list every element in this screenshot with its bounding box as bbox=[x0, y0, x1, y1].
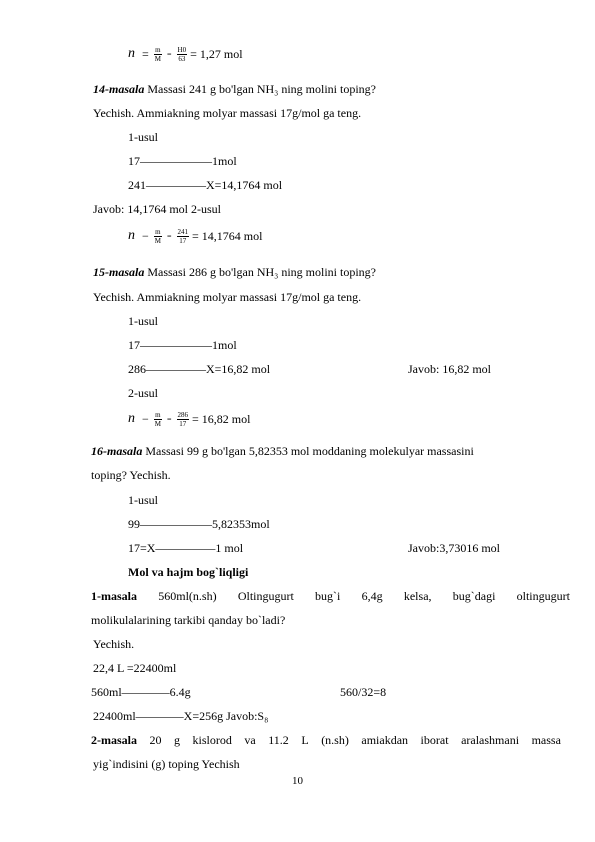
formula-result: = 14,1764 mol bbox=[192, 228, 263, 243]
problem-16-method-1: 1-usul bbox=[128, 493, 158, 507]
formula-variable: n bbox=[128, 46, 135, 61]
masala-1-calc-1: 22,4 L =22400ml bbox=[93, 661, 177, 675]
masala-1-solution-intro: Yechish. bbox=[93, 637, 135, 651]
page-number: 10 bbox=[292, 775, 303, 787]
problem-15-proportion-row-2: 286—————X=16,82 mol bbox=[128, 362, 271, 376]
formula-equals: − bbox=[142, 228, 149, 243]
problem-14-method-1: 1-usul bbox=[128, 130, 158, 144]
formula-fraction-values: $\frac{H0}{63}$ bbox=[177, 45, 187, 63]
masala-1-question: 1-masala 560ml(n.sh) Oltingugurt bug`i 6,4g kelsa, bug`dagi oltingugurt bbox=[91, 589, 570, 603]
problem-14-solution-intro: Yechish. Ammiakning molyar massasi 17g/mol ga teng. bbox=[93, 106, 362, 120]
masala-2-question: 2-masala 20 g kislorod va 11.2 L (n.sh) amiakdan iborat aralashmani massa bbox=[91, 733, 561, 747]
problem-14-question: 14-masala Massasi 241 g bo'lgan NH₃ ning molini toping? bbox=[93, 82, 377, 96]
formula-equals: = bbox=[142, 46, 149, 61]
formula-result: = 16,82 mol bbox=[192, 411, 251, 426]
masala-2-question-cont: yig`indisini (g) toping Yechish bbox=[93, 757, 240, 771]
masala-1-calc-3: 22400ml————X=256g Javob:S₈ bbox=[93, 709, 269, 723]
formula-variable: n bbox=[128, 411, 135, 426]
problem-14-answer: Javob: 14,1764 mol 2-usul bbox=[93, 202, 221, 216]
problem-16-question-cont: toping? Yechish. bbox=[91, 468, 171, 482]
problem-15-method-1: 1-usul bbox=[128, 314, 158, 328]
problem-15-proportion-row-1: 17——————1mol bbox=[128, 338, 237, 352]
formula-fraction-values: $\frac{241}{17}$ bbox=[177, 227, 189, 245]
formula-fraction-m-M: $\frac{m}{M}$ bbox=[154, 410, 162, 428]
problem-16-proportion-row-2: 17=X—————1 mol bbox=[128, 541, 244, 555]
problem-15-solution-intro: Yechish. Ammiakning molyar massasi 17g/mol ga teng. bbox=[93, 290, 362, 304]
formula-result: = 1,27 mol bbox=[190, 46, 243, 61]
masala-1-question-cont: molikulalarining tarkibi qanday bo`ladi? bbox=[91, 613, 286, 627]
formula-variable: n bbox=[128, 228, 135, 243]
problem-16-answer: Javob:3,73016 mol bbox=[408, 541, 500, 555]
formula-equals: − bbox=[142, 411, 149, 426]
problem-15-answer: Javob: 16,82 mol bbox=[408, 362, 491, 376]
formula-n-equals-m-over-M-3: n − $\frac{m}{M}$ = $\frac{286}{17}$ = 16,82 mol bbox=[128, 410, 251, 428]
formula-n-equals-m-over-M-1: n = $\frac{m}{M}$ = $\frac{H0}{63}$ = 1,27 mol bbox=[128, 45, 243, 63]
problem-15-method-2: 2-usul bbox=[128, 386, 158, 400]
problem-15-question: 15-masala Massasi 286 g bo'lgan NH₃ ning molini toping? bbox=[93, 265, 377, 279]
problem-14-proportion-row-2: 241—————X=14,1764 mol bbox=[128, 178, 283, 192]
problem-label: 16-masala bbox=[91, 444, 143, 458]
problem-label: 15-masala bbox=[93, 265, 145, 279]
problem-label: 1-masala bbox=[91, 589, 137, 603]
problem-label: 14-masala bbox=[93, 82, 145, 96]
section-title: Mol va hajm bog`liqligi bbox=[128, 565, 249, 579]
masala-1-calc-2: 560ml————6.4g bbox=[91, 685, 191, 699]
masala-1-calc-2b: 560/32=8 bbox=[340, 685, 387, 699]
formula-fraction-values: $\frac{286}{17}$ bbox=[177, 410, 189, 428]
problem-16-proportion-row-1: 99——————5,82353mol bbox=[128, 517, 270, 531]
problem-14-proportion-row-1: 17——————1mol bbox=[128, 154, 237, 168]
formula-n-equals-m-over-M-2: n − $\frac{m}{M}$ = $\frac{241}{17}$ = 14,1764 mol bbox=[128, 227, 263, 245]
problem-label: 2-masala bbox=[91, 733, 137, 747]
formula-fraction-m-M: $\frac{m}{M}$ bbox=[154, 227, 162, 245]
formula-fraction-m-M: $\frac{m}{M}$ bbox=[154, 45, 162, 63]
problem-16-question: 16-masala Massasi 99 g bo'lgan 5,82353 mol moddaning molekulyar massasini bbox=[91, 444, 474, 458]
